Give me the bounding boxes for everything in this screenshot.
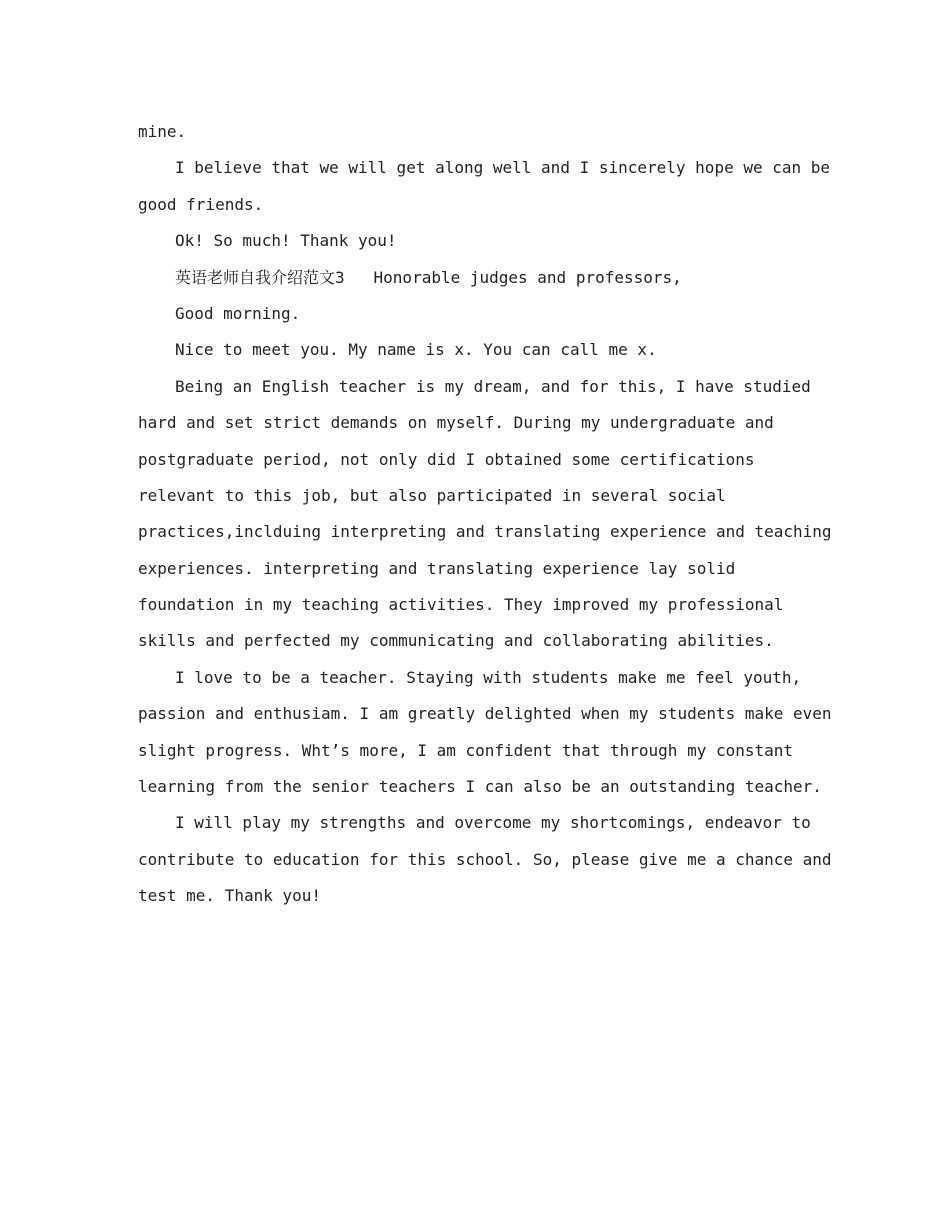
text-line: I love to be a teacher. Staying with students make me feel youth, <box>175 667 802 687</box>
text-line: I will play my strengths and overcome my shortcomings, endeavor to <box>175 813 811 833</box>
text-line: passion and enthusiam. I am greatly delighted when my students make even <box>138 704 832 724</box>
text-line: slight progress. Wht’s more, I am confident that through my constant <box>138 740 794 760</box>
text-line: Being an English teacher is my dream, and for this, I have studied <box>175 376 811 396</box>
text-line: good friends. <box>138 194 264 214</box>
text-line: I believe that we will get along well and I sincerely hope we can be <box>175 158 831 178</box>
document-body <box>138 114 832 915</box>
text-line: mine. <box>138 122 187 141</box>
text-line: skills and perfected my communicating and collaborating abilities. <box>138 631 774 651</box>
text-line: Ok! So much! Thank you! <box>175 231 397 251</box>
text-line: experiences. interpreting and translating experience lay solid <box>138 558 736 578</box>
text-line: relevant to this job, but also participated in several social <box>138 485 726 505</box>
text-line: test me. Thank you! <box>138 886 322 906</box>
text-line: contribute to education for this school. So, please give me a chance and <box>138 849 832 869</box>
text-line: Nice to meet you. My name is x. You can call me x. <box>175 340 657 360</box>
text-line: learning from the senior teachers I can also be an outstanding teacher. <box>138 777 822 797</box>
text-line: Good morning. <box>175 303 301 323</box>
text-line: postgraduate period, not only did I obtained some certifications <box>138 449 755 469</box>
text-line: hard and set strict demands on myself. During my undergraduate and <box>138 413 774 433</box>
text-line: practices,inclduing interpreting and translating experience and teaching <box>138 522 832 542</box>
text-line: foundation in my teaching activities. They improved my professional <box>138 595 784 615</box>
section-heading-line: 英语老师自我介绍范文3 Honorable judges and professors, <box>175 267 682 287</box>
